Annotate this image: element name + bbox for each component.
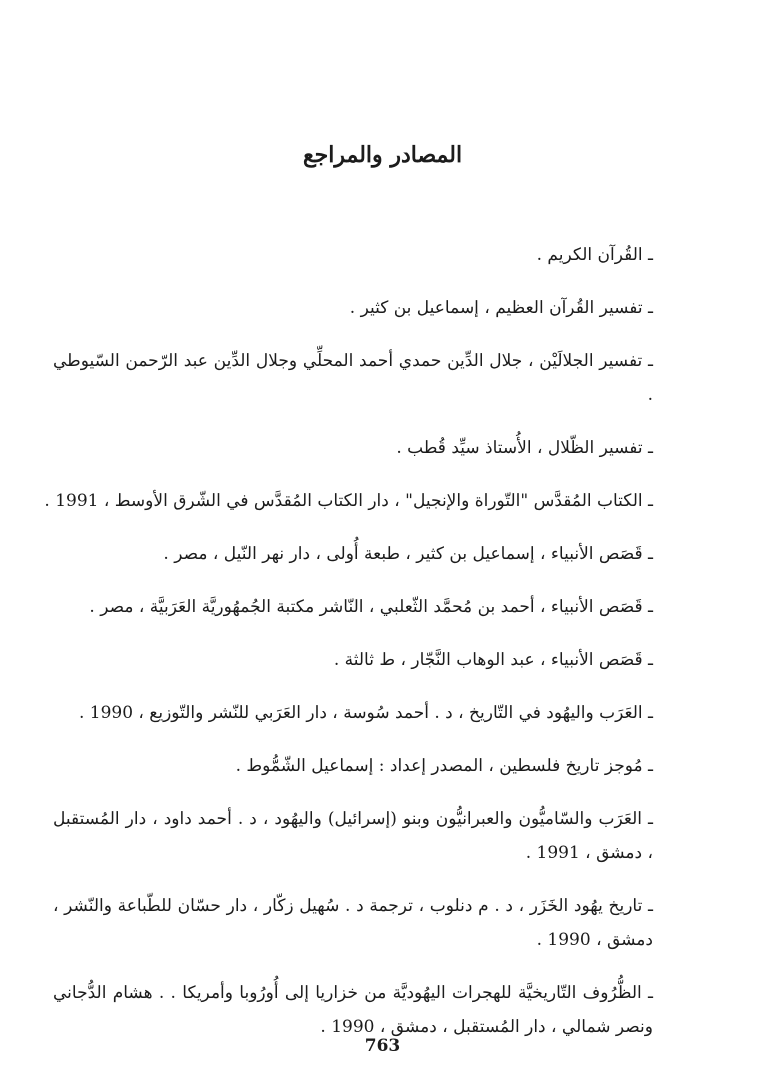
reference-item: ـ تفسير الجلالَيْن ، جلال الدِّين حمدي أحمد المحلِّي وجلال الدِّين عبد الرّحمن السّيوطي . — [53, 351, 653, 405]
page-title: المصادر والمراجع — [302, 142, 463, 168]
reference-item: ـ قَصَص الأنبياء ، أحمد بن مُحمَّد الثّعلبي ، النّاشر مكتبة الجُمهُوريَّة العَرَبيَّة ، مصر . — [89, 597, 653, 617]
reference-list — [44, 238, 653, 1063]
reference-item: ـ مُوجز تاريخ فلسطين ، المصدر إعداد : إسماعيل الشّمُّوط . — [235, 756, 653, 776]
reference-item: ـ تفسير القُرآن العظيم ، إسماعيل بن كثير . — [349, 298, 653, 318]
reference-item: ـ قَصَص الأنبياء ، إسماعيل بن كثير ، طبعة أُولى ، دار نهر النّيل ، مصر . — [163, 544, 653, 564]
reference-item: ـ تاريخ يهُود الخَزَر ، د . م دنلوب ، ترجمة د . سُهيل زكّار ، دار حسّان للطّباعة والنّشر ، دمشق ، 1990 . — [53, 896, 653, 950]
reference-item: ـ العَرَب والسّاميُّون والعبرانيُّون وبنو (إسرائيل) واليهُود ، د . أحمد داود ، دار المُستقبل ، دمشق ، 1991 . — [53, 809, 653, 863]
reference-item: ـ قَصَص الأنبياء ، عبد الوهاب النَّجّار ، ط ثالثة . — [333, 650, 653, 670]
reference-item: ـ العَرَب واليهُود في التّاريخ ، د . أحمد سُوسة ، دار العَرَبي للنّشر والتّوزيع ، 1990 . — [78, 703, 653, 723]
reference-item: ـ الظُّرُوف التّاريخيَّة للهجرات اليهُوديَّة من خزاريا إلى أُورُوبا وأمريكا . . هشام الدُّجاني ونصر شمالي ، دار المُستقبل ، دمشق ، 1990 . — [53, 983, 653, 1037]
page-number: 763 — [364, 1036, 401, 1056]
reference-item: ـ تفسير الظّلال ، الأُستاذ سيِّد قُطب . — [396, 438, 653, 458]
reference-item: ـ الكتاب المُقدَّس "التّوراة والإنجيل" ، دار الكتاب المُقدَّس في الشّرق الأوسط ، 1991 . — [44, 491, 653, 511]
reference-item: ـ القُرآن الكريم . — [536, 245, 653, 265]
